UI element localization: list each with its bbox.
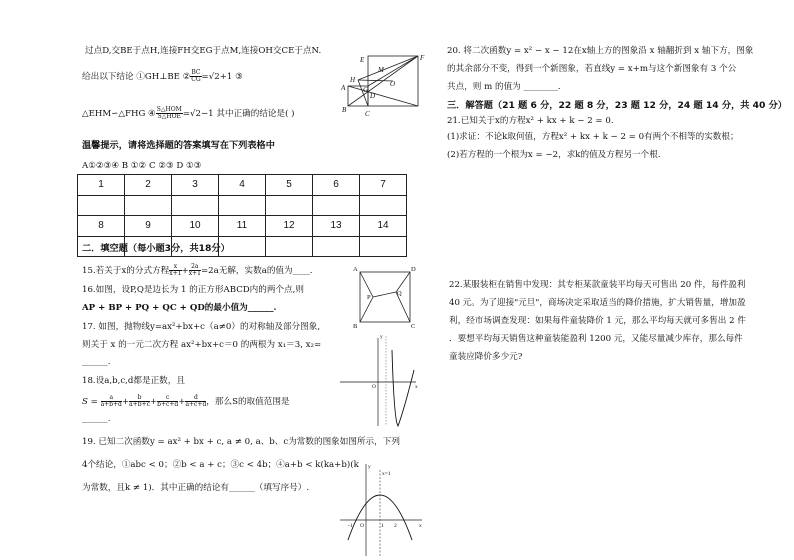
label-G: G [363, 86, 369, 94]
choices-line: A①②③④ B ①② C ②③ D ①③ [82, 161, 202, 171]
question-21-line-1: 21.已知关于x的方程x² + kx + k − 2 = 0. [447, 116, 614, 126]
parabola-figure-17 [336, 330, 420, 430]
question-18-line-1: 18.设a,b,c,d都是正数，且 [82, 376, 185, 386]
table-cell: 8 [78, 216, 125, 237]
label-M: M [378, 66, 384, 74]
question-18-line-2: S = $\frac{a}{a+b+d}$ + $\frac{b}{a+b+c}$ + $\frac{c}{b+c+d}$ + $\frac{d}{a+c+d}$ ，那么S的取值范围是 [82, 394, 290, 408]
label-B: B [353, 323, 358, 330]
table-cell: 12 [266, 216, 313, 237]
label-one: 1 [381, 523, 384, 529]
question-19-line-2: 4个结论，①abc < 0；②b < a + c；③c < 4b；④a+b < k(ka+b)(k [82, 460, 359, 470]
conclusion-3-prefix: ③ [235, 72, 243, 82]
conclusion-line-2 [82, 107, 295, 120]
section-2-heading: 二．填空题（每小题3分，共18分） [82, 243, 230, 254]
question-17-line-2: 则关于 x 的一元二次方程 ax²+bx+c＝0 的两根为 x₁＝3, x₂= [82, 340, 322, 350]
answer-cell[interactable] [313, 195, 360, 216]
label-P: P [367, 294, 371, 301]
label-H: H [350, 76, 356, 84]
answer-cell[interactable] [125, 195, 172, 216]
answer-cell[interactable] [313, 236, 360, 257]
conclusion-line [82, 70, 243, 83]
question-22-line-1: 22.某服装柜在销售中发现：其专柜某款童装平均每天可售出 20 件，每件盈利 [449, 280, 746, 290]
label-B: B [342, 106, 347, 114]
table-cell: 6 [313, 175, 360, 196]
label-x-axis: x [415, 384, 418, 390]
parabola-figure-19 [336, 460, 426, 558]
answer-row-blank-1 [78, 195, 407, 216]
answer-cell[interactable] [219, 195, 266, 216]
question-19-line-3: 为常数，且k ≠ 1)．其中正确的结论有______（填写序号）. [82, 483, 310, 493]
label-y-axis: y [380, 334, 383, 340]
table-cell: 5 [266, 175, 313, 196]
conclusion-2-fraction: $\frac{BC}{CG}$ [191, 69, 201, 83]
table-cell: 13 [313, 216, 360, 237]
label-two: 2 [394, 523, 397, 529]
answer-cell[interactable] [266, 195, 313, 216]
label-C: C [411, 323, 416, 330]
label-neg-one: -1 [348, 523, 353, 529]
question-16-line-1: 16.如图，设P,Q是边长为 1 的正方形ABCD内的两个点,则 [82, 285, 304, 295]
question-20-line-1: 20. 将二次函数y = x² − x − 12在x轴上方的图象沿 x 轴翻折到 x 轴下方，图象 [447, 46, 754, 56]
conclusion-4-prefix: ④ [148, 109, 156, 119]
table-cell: 3 [172, 175, 219, 196]
question-16-line-2: AP + BP + PQ + QC + QD的最小值为______. [82, 303, 277, 313]
answer-row-numbers-1 [78, 175, 407, 196]
geometry-figure-top [338, 52, 428, 122]
answer-cell[interactable] [266, 236, 313, 257]
label-A: A [353, 266, 358, 273]
conclusion-4-suffix: =√2−1 [182, 109, 214, 119]
label-origin: O [360, 523, 364, 529]
table-cell: 11 [219, 216, 266, 237]
label-E: E [360, 56, 365, 64]
label-O: O [390, 80, 396, 88]
label-C: C [365, 110, 370, 118]
question-21-line-2: (1)求证：不论k取何值，方程x² + kx + k − 2 = 0有两个不相等的实数根； [447, 132, 739, 142]
table-cell: 9 [125, 216, 172, 237]
table-cell: 7 [360, 175, 407, 196]
question-22-line-4: ．要想平均每天销售这种童装能盈利 1200 元，又能尽量减少库存，那么每件 [449, 334, 743, 344]
question-18-line-3: ______. [82, 414, 111, 424]
table-cell: 4 [219, 175, 266, 196]
section-3-heading: 三．解答题（21 题 6 分，22 题 8 分，23 题 12 分，24 题 14 分，共 40 分） [447, 100, 787, 111]
answer-tip: 温馨提示，请将选择题的答案填写在下列表格中 [82, 140, 275, 151]
label-origin: O [372, 384, 376, 390]
conclusion-1: ①GH⊥BE [136, 72, 180, 82]
label-D: D [370, 92, 376, 100]
label-y: y [368, 464, 371, 470]
question-15: 15.若关于x的分式方程 $\frac{x}{x+1}$ + $\frac{2a}{x+1}$ =2a无解，实数a的值为____. [82, 263, 313, 277]
intro-line: 过点D,交BE于点H,连接FH交EG于点M,连接OH交CE于点N. [85, 46, 322, 56]
answer-cell[interactable] [172, 195, 219, 216]
question-21-line-3: (2)若方程的一个根为x = −2，求k的值及方程另一个根. [447, 150, 661, 160]
question-17-line-1: 17. 如图，抛物线y=ax²+bx+c（a≠0）的对称轴及部分图象, [82, 322, 321, 332]
answer-row-numbers-2 [78, 216, 407, 237]
answer-cell[interactable] [360, 236, 407, 257]
question-22-line-5: 童装应降价多少元? [449, 352, 523, 362]
answer-cell[interactable] [78, 195, 125, 216]
square-figure [352, 264, 418, 330]
label-Q: Q [397, 290, 402, 297]
conclusion-4-fraction: $\frac{\text{S△HOM}}{\text{S△HOE}}$ [156, 106, 182, 120]
label-x: x [419, 523, 422, 529]
conclusion-2-suffix: =√2+1 [201, 72, 233, 82]
question-22-line-2: 40 元。为了迎接"元旦"，商场决定采取适当的降价措施，扩大销售量，增加盈 [449, 298, 746, 308]
table-cell: 2 [125, 175, 172, 196]
label-axis-of-symmetry: x=1 [382, 471, 391, 477]
question-20-line-2: 的其余部分不变，得到一个新图象，若直线y = x+m与这个新图象有 3 个公 [447, 64, 737, 74]
question-17-line-3: ______. [82, 357, 111, 367]
table-cell: 1 [78, 175, 125, 196]
conclusion-2-prefix: ② [182, 72, 191, 82]
conclusion-prefix: 给出以下结论 [82, 72, 134, 82]
conclusion-tail: 其中正确的结论是( ) [216, 109, 295, 119]
conclusion-3-text: △EHM∽△FHG [82, 109, 146, 119]
question-19-line-1: 19. 已知二次函数y = ax² + bx + c, a ≠ 0, a、b、c为常数的图象如图所示，下列 [82, 437, 400, 447]
label-F: F [420, 54, 425, 62]
question-22-line-3: 利，经市场调查发现：如果每件童装降价 1 元，那么平均每天就可多售出 2 件 [449, 316, 746, 326]
question-20-line-3: 共点，则 m 的值为 ________. [447, 82, 561, 92]
table-cell: 14 [360, 216, 407, 237]
table-cell: 10 [172, 216, 219, 237]
answer-cell[interactable] [360, 195, 407, 216]
label-A: A [341, 84, 346, 92]
label-D: D [411, 266, 416, 273]
